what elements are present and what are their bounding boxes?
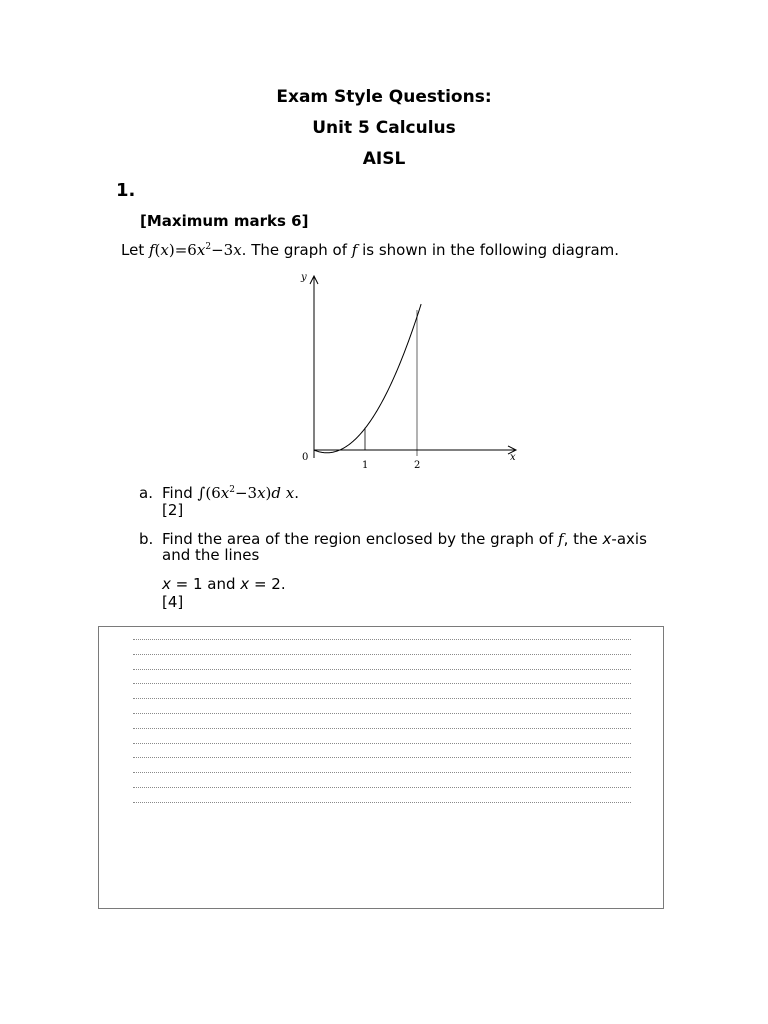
part-b-eq1: = 1 and [170, 575, 241, 593]
part-a-marks: [2] [162, 501, 184, 519]
intro-eq-b: −3 [211, 241, 234, 259]
question-intro: Let $f(x)=6x^2-3x$. The graph of f is shown in the following diagram. [121, 241, 620, 259]
answer-box[interactable] [98, 626, 664, 909]
tick-label-2: 2 [414, 460, 421, 470]
intro-let: Let [121, 241, 149, 259]
part-b-f: f [558, 530, 564, 548]
intro-x2: x [196, 241, 206, 259]
answer-line[interactable] [133, 698, 631, 699]
part-b-line2: and the lines [162, 546, 260, 564]
answer-line[interactable] [133, 728, 631, 729]
max-marks: [Maximum marks 6] [140, 212, 309, 230]
answer-line[interactable] [133, 683, 631, 684]
part-a-expr-a: 6 [211, 484, 221, 502]
part-a-dx: x [285, 484, 295, 502]
answer-line[interactable] [133, 639, 631, 640]
part-b-marks: [4] [162, 593, 184, 611]
intro-eq-a: =6 [174, 241, 197, 259]
y-axis-label: y [301, 272, 307, 283]
intro-end: is shown in the following diagram. [357, 241, 620, 259]
answer-line[interactable] [133, 743, 631, 744]
part-a-expr-b: −3 [234, 484, 258, 502]
course-title: AISL [362, 149, 406, 169]
part-a-period: . [294, 484, 300, 502]
answer-line[interactable] [133, 787, 631, 788]
intro-sq: 2 [205, 242, 212, 252]
part-b-text-a: Find the area of the region enclosed by the graph of [162, 530, 559, 548]
answer-line[interactable] [133, 713, 631, 714]
part-b-text-b: , the [563, 530, 603, 548]
intro-f: f [148, 241, 155, 259]
answer-line[interactable] [133, 757, 631, 758]
tick-label-1: 1 [362, 460, 369, 470]
unit-title: Unit 5 Calculus [312, 118, 456, 138]
function-graph [290, 270, 530, 470]
part-a-x2: x [257, 484, 266, 502]
x-axis-label: x [510, 452, 516, 463]
intro-x3: x [233, 241, 242, 259]
part-a-letter: a. [139, 484, 153, 502]
part-b-lines [162, 575, 286, 593]
page-title: Exam Style Questions: [276, 87, 492, 107]
answer-line[interactable] [133, 669, 631, 670]
part-b-x: x [602, 530, 612, 548]
part-b-letter: b. [139, 530, 154, 548]
intro-mid: . The graph of [241, 241, 352, 259]
part-a-text: Find $\int(6x^2-3x)d$ x. [162, 484, 300, 502]
part-a-sq: 2 [229, 485, 235, 495]
part-a-x1: x [220, 484, 230, 502]
integral-icon: ∫ [197, 484, 206, 502]
part-a-d: d [271, 484, 282, 502]
answer-line[interactable] [133, 802, 631, 803]
answer-line[interactable] [133, 772, 631, 773]
part-a-find: Find [162, 484, 198, 502]
intro-f2: f [351, 241, 358, 259]
part-b-x2: x [240, 575, 250, 593]
origin-label: 0 [302, 452, 309, 463]
function-curve [314, 304, 421, 453]
answer-line[interactable] [133, 654, 631, 655]
question-number: 1. [116, 180, 136, 201]
part-b-eq2: = 2. [249, 575, 286, 593]
part-b-text-c: -axis [611, 530, 647, 548]
part-b-x1: x [162, 575, 171, 593]
intro-x: x [160, 241, 169, 259]
